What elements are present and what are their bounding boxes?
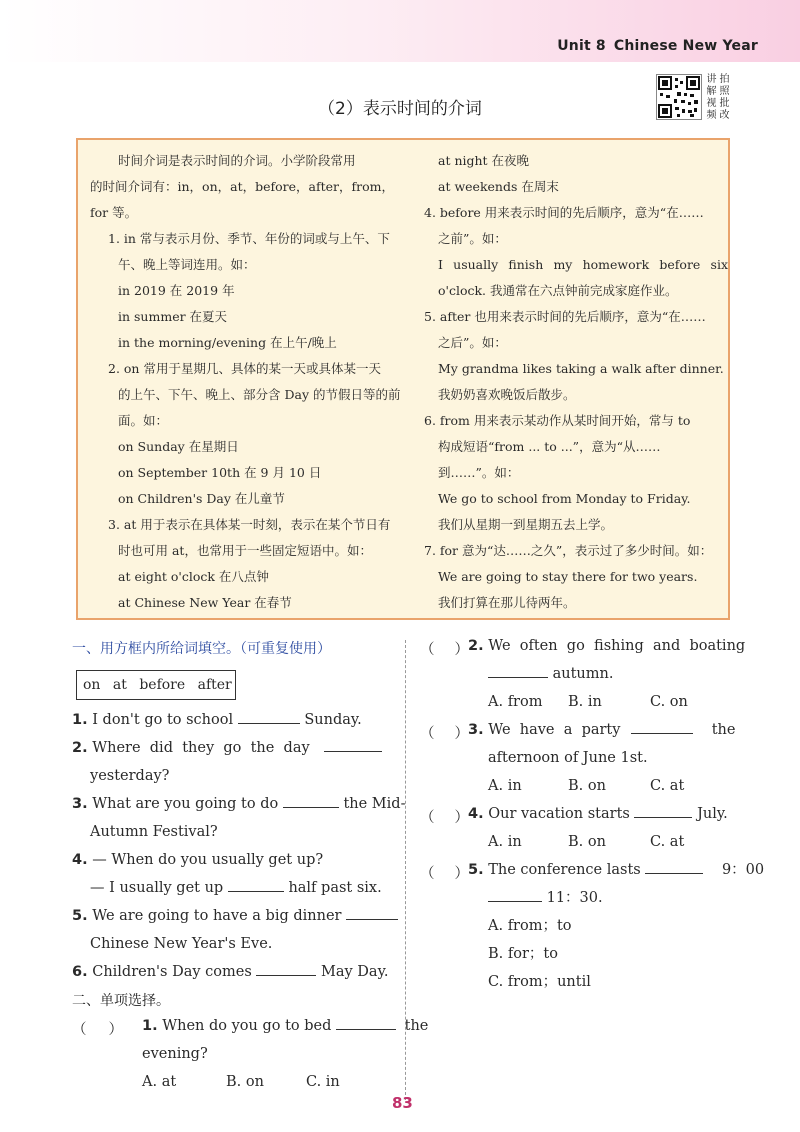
note-example: in the morning/evening 在上午/晚上: [118, 335, 337, 350]
choice-question-1-cont: evening?: [142, 1046, 208, 1062]
note-line: 之后”。如：: [438, 335, 507, 350]
answer-blank[interactable]: [336, 1016, 396, 1030]
note-example: 我们从星期一到星期五去上学。: [438, 517, 614, 532]
fill-question-6: 6. Children's Day comes May Day.: [72, 964, 389, 980]
note-example: on Sunday 在星期日: [118, 439, 239, 454]
note-line: 2. on 常用于星期几、具体的某一天或具体某一天: [108, 361, 381, 376]
option[interactable]: B. on: [568, 778, 606, 794]
note-line: 7. for 意为“达……之久”，表示过了多少时间。如：: [424, 543, 713, 558]
answer-paren[interactable]: （ ）: [420, 642, 469, 658]
fill-question-4-cont: — I usually get up half past six.: [90, 880, 382, 896]
note-example: My grandma likes taking a walk after dinner.: [438, 361, 724, 376]
grammar-note-box: [76, 138, 730, 620]
answer-paren[interactable]: （ ）: [420, 866, 469, 882]
fill-question-4: 4. — When do you usually get up?: [72, 852, 324, 868]
answer-paren[interactable]: （ ）: [72, 1022, 123, 1038]
fill-question-2-cont: yesterday?: [90, 768, 170, 784]
choice-options-4: [488, 828, 684, 856]
word-bank-box: on at before after: [76, 670, 236, 700]
note-line: 午、晚上等词连用。如：: [118, 257, 256, 272]
answer-blank[interactable]: [645, 860, 703, 874]
note-example: in 2019 在 2019 年: [118, 283, 235, 298]
note-right-column: [424, 148, 728, 616]
answer-blank[interactable]: [634, 804, 692, 818]
note-line: 之前”。如：: [438, 231, 507, 246]
answer-blank[interactable]: [488, 664, 548, 678]
fill-question-1: 1. I don't go to school Sunday.: [72, 712, 362, 728]
section-title: （2）表示时间的介词: [318, 99, 482, 119]
choice-question-2: 2. We often go fishing and boating: [468, 638, 746, 654]
note-example: at Chinese New Year 在春节: [118, 595, 292, 610]
note-line: 构成短语“from ... to ...”，意为“从……: [438, 439, 661, 454]
note-example: at weekends 在周末: [438, 179, 559, 194]
answer-blank[interactable]: [238, 710, 300, 724]
choice-options-3: [488, 772, 684, 800]
fill-question-3: 3. What are you going to do the Mid-: [72, 796, 406, 812]
option[interactable]: A. in: [488, 778, 522, 794]
answer-paren[interactable]: （ ）: [420, 810, 469, 826]
answer-blank[interactable]: [488, 888, 542, 902]
note-example: I usually finish my homework before six: [438, 257, 728, 272]
note-line: 时间介词是表示时间的介词。小学阶段常用: [118, 153, 356, 168]
note-example: 我奶奶喜欢晚饭后散步。: [438, 387, 576, 402]
answer-blank[interactable]: [283, 794, 339, 808]
qr-code-icon[interactable]: [656, 74, 702, 120]
option[interactable]: C. at: [650, 834, 685, 850]
option[interactable]: B. for；to: [488, 946, 558, 962]
note-example: o'clock. 我通常在六点钟前完成家庭作业。: [438, 283, 678, 298]
note-example: in summer 在夏天: [118, 309, 228, 324]
option[interactable]: A. at: [142, 1074, 177, 1090]
note-example: at night 在夜晚: [438, 153, 530, 168]
choice-question-2-cont: autumn.: [488, 660, 613, 688]
part2-heading: 二、单项选择。: [72, 993, 170, 1009]
note-left-column: [90, 148, 402, 616]
option[interactable]: A. from: [488, 694, 543, 710]
note-line: 时也可用 at，也常用于一些固定短语中。如：: [118, 543, 372, 558]
choice-question-1: 1. When do you go to bed the: [142, 1018, 429, 1034]
page-number: 83: [392, 1094, 413, 1112]
option[interactable]: C. in: [306, 1074, 340, 1090]
part1-heading: 一、用方框内所给词填空。（可重复使用）: [72, 641, 331, 657]
answer-blank[interactable]: [346, 906, 398, 920]
choice-options-1: [142, 1068, 340, 1096]
answer-blank[interactable]: [256, 962, 316, 976]
choice-question-5-cont: 11：30.: [488, 884, 603, 912]
answer-blank[interactable]: [631, 720, 693, 734]
note-line: 的上午、下午、晚上、部分含 Day 的节假日等的前: [118, 387, 401, 402]
option[interactable]: B. on: [568, 834, 606, 850]
answer-paren[interactable]: （ ）: [420, 726, 469, 742]
note-line: 到……”。如：: [438, 465, 520, 480]
note-example: We go to school from Monday to Friday.: [438, 491, 691, 506]
option[interactable]: B. in: [568, 694, 602, 710]
answer-blank[interactable]: [324, 738, 382, 752]
choice-question-3: 3. We have a party the: [468, 722, 736, 738]
note-line: 4. before 用来表示时间的先后顺序，意为“在……: [424, 205, 704, 220]
note-line: 的时间介词有：in，on，at，before，after，from，: [90, 179, 394, 194]
column-divider: [405, 640, 406, 1100]
note-line: 3. at 用于表示在具体某一时刻，表示在某个节日有: [108, 517, 391, 532]
answer-blank[interactable]: [228, 878, 284, 892]
unit-label: Unit 8 Chinese New Year: [557, 38, 758, 54]
choice-question-5: 5. The conference lasts 9：00: [468, 862, 765, 878]
fill-question-2: 2. Where did they go the day: [72, 734, 382, 762]
option[interactable]: B. on: [226, 1074, 264, 1090]
fill-question-5-cont: Chinese New Year's Eve.: [90, 936, 273, 952]
note-example: 我们打算在那儿待两年。: [438, 595, 576, 610]
note-example: We are going to stay there for two years.: [438, 569, 698, 584]
note-line: 5. after 也用来表示时间的先后顺序，意为“在……: [424, 309, 706, 324]
fill-question-3-cont: Autumn Festival?: [90, 824, 218, 840]
choice-question-4: 4. Our vacation starts July.: [468, 806, 728, 822]
option[interactable]: A. from；to: [488, 918, 572, 934]
option[interactable]: C. at: [650, 778, 685, 794]
option[interactable]: C. on: [650, 694, 688, 710]
note-line: 6. from 用来表示某动作从某时间开始，常与 to: [424, 413, 691, 428]
note-line: 1. in 常与表示月份、季节、年份的词或与上午、下: [108, 231, 390, 246]
note-example: at eight o'clock 在八点钟: [118, 569, 269, 584]
option[interactable]: A. in: [488, 834, 522, 850]
option[interactable]: C. from；until: [488, 974, 591, 990]
note-line: for 等。: [90, 205, 138, 220]
note-example: on September 10th 在 9 月 10 日: [118, 465, 322, 480]
note-line: 面。如：: [118, 413, 169, 428]
choice-options-2: [488, 688, 688, 716]
note-example: on Children's Day 在儿童节: [118, 491, 285, 506]
qr-caption: 讲 拍 解 照 视 批 频 改: [706, 74, 730, 121]
choice-question-3-cont: afternoon of June 1st.: [488, 750, 648, 766]
fill-question-5: 5. We are going to have a big dinner: [72, 902, 398, 930]
